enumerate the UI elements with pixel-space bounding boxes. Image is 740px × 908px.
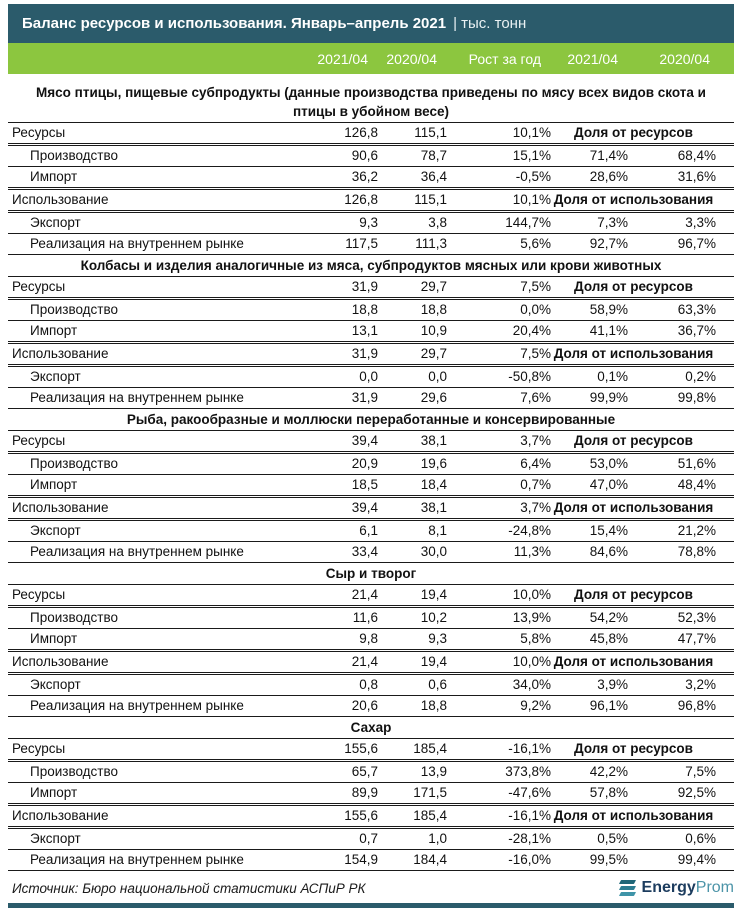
value-cell: 3,8 bbox=[428, 215, 447, 230]
row-cheese-domestic-sales bbox=[8, 696, 734, 717]
row-label: Реализация на внутреннем рынке bbox=[30, 698, 244, 713]
value-cell: 9,2% bbox=[520, 698, 551, 713]
row-label: Производство bbox=[30, 610, 119, 625]
row-sugar-production bbox=[8, 762, 734, 783]
value-cell: 3,7% bbox=[520, 500, 551, 515]
page-title-unit: | тыс. тонн bbox=[453, 15, 527, 32]
column-header-growth: Рост за год bbox=[468, 50, 541, 67]
value-cell: 90,6 bbox=[351, 148, 378, 163]
energyprom-icon bbox=[620, 880, 637, 896]
value-cell: 18,8 bbox=[351, 302, 378, 317]
share-cell: 0,2% bbox=[685, 369, 716, 384]
section-title-sausages: Колбасы и изделия аналогичные из мяса, субпродуктов мясных или крови животных bbox=[8, 255, 734, 277]
share-span-label: Доля от использования bbox=[553, 346, 714, 361]
value-cell: 185,4 bbox=[413, 808, 447, 823]
share-span-label: Доля от ресурсов bbox=[574, 587, 693, 602]
share-cell: 21,2% bbox=[677, 523, 716, 538]
row-label: Ресурсы bbox=[12, 125, 66, 140]
section-title-poultry: Мясо птицы, пищевые субпродукты (данные производства приведены по мясу всех видов скота и птицы в убойном весе) bbox=[8, 82, 734, 123]
share-cell: 84,6% bbox=[589, 544, 628, 559]
share-cell: 58,9% bbox=[589, 302, 628, 317]
section-title-sugar: Сахар bbox=[8, 717, 734, 739]
row-sausages-resources bbox=[8, 277, 734, 300]
value-cell: 34,0% bbox=[512, 677, 551, 692]
share-cell: 7,5% bbox=[685, 764, 716, 779]
value-cell: 20,6 bbox=[351, 698, 378, 713]
share-cell: 3,3% bbox=[685, 215, 716, 230]
value-cell: 0,8 bbox=[359, 677, 378, 692]
value-cell: 65,7 bbox=[351, 764, 378, 779]
logo-text-energy: Energy bbox=[641, 879, 696, 896]
value-cell: 0,0 bbox=[359, 369, 378, 384]
balance-table bbox=[8, 82, 734, 871]
row-label: Использование bbox=[12, 346, 109, 361]
value-cell: 10,1% bbox=[512, 192, 551, 207]
value-cell: 8,1 bbox=[428, 523, 447, 538]
value-cell: 38,1 bbox=[420, 433, 447, 448]
value-cell: 6,4% bbox=[520, 456, 551, 471]
value-cell: 373,8% bbox=[505, 764, 551, 779]
value-cell: 155,6 bbox=[344, 808, 378, 823]
share-span-label: Доля от использования bbox=[553, 808, 714, 823]
value-cell: 18,8 bbox=[420, 698, 447, 713]
share-cell: 3,2% bbox=[685, 677, 716, 692]
title-bar bbox=[8, 4, 734, 43]
row-sausages-production bbox=[8, 300, 734, 321]
value-cell: 0,0 bbox=[428, 369, 447, 384]
share-cell: 31,6% bbox=[677, 169, 716, 184]
value-cell: 39,4 bbox=[351, 433, 378, 448]
value-cell: 10,0% bbox=[512, 654, 551, 669]
value-cell: 11,3% bbox=[513, 544, 551, 559]
share-cell: 63,3% bbox=[677, 302, 716, 317]
value-cell: 19,4 bbox=[420, 587, 447, 602]
row-fish-production bbox=[8, 454, 734, 475]
value-cell: 1,0 bbox=[428, 831, 447, 846]
value-cell: -16,0% bbox=[508, 852, 551, 867]
value-cell: 5,8% bbox=[520, 631, 551, 646]
row-poultry-domestic-sales bbox=[8, 234, 734, 255]
section-title-cheese: Сыр и творог bbox=[8, 563, 734, 585]
row-label: Ресурсы bbox=[12, 433, 66, 448]
value-cell: 13,9% bbox=[512, 610, 551, 625]
value-cell: 3,7% bbox=[520, 433, 551, 448]
page-title: Баланс ресурсов и использования. Январь–апрель 2021 bbox=[22, 15, 447, 32]
row-label: Ресурсы bbox=[12, 279, 66, 294]
share-span-label: Доля от использования bbox=[553, 192, 714, 207]
value-cell: 0,0% bbox=[520, 302, 551, 317]
row-label: Экспорт bbox=[30, 215, 81, 230]
row-fish-usage bbox=[8, 498, 734, 521]
row-poultry-usage bbox=[8, 190, 734, 213]
value-cell: 5,6% bbox=[520, 236, 551, 251]
row-poultry-production bbox=[8, 146, 734, 167]
value-cell: -16,1% bbox=[508, 741, 551, 756]
share-span-label: Доля от использования bbox=[553, 500, 714, 515]
value-cell: 115,1 bbox=[414, 192, 447, 207]
value-cell: 13,9 bbox=[420, 764, 447, 779]
value-cell: 9,3 bbox=[359, 215, 378, 230]
value-cell: 31,9 bbox=[351, 346, 378, 361]
value-cell: 9,3 bbox=[428, 631, 447, 646]
value-cell: -24,8% bbox=[508, 523, 551, 538]
value-cell: 0,7 bbox=[359, 831, 378, 846]
share-cell: 53,0% bbox=[589, 456, 628, 471]
share-span-label: Доля от ресурсов bbox=[574, 741, 693, 756]
value-cell: -47,6% bbox=[508, 785, 551, 800]
row-sugar-export bbox=[8, 829, 734, 850]
row-label: Производство bbox=[30, 456, 119, 471]
value-cell: 0,6 bbox=[428, 677, 447, 692]
value-cell: 7,5% bbox=[520, 346, 551, 361]
row-label: Реализация на внутреннем рынке bbox=[30, 852, 244, 867]
share-span-label: Доля от ресурсов bbox=[574, 125, 693, 140]
column-header-share-2020: 2020/04 bbox=[659, 50, 710, 67]
row-label: Импорт bbox=[30, 785, 78, 800]
row-label: Импорт bbox=[30, 477, 78, 492]
bottom-accent-bar bbox=[8, 903, 734, 908]
value-cell: 15,1% bbox=[512, 148, 551, 163]
share-cell: 99,5% bbox=[589, 852, 628, 867]
share-cell: 99,9% bbox=[589, 390, 628, 405]
value-cell: 126,8 bbox=[344, 192, 378, 207]
value-cell: 18,8 bbox=[420, 302, 447, 317]
row-label: Импорт bbox=[30, 631, 78, 646]
value-cell: 18,5 bbox=[351, 477, 378, 492]
value-cell: 10,9 bbox=[420, 323, 447, 338]
value-cell: 13,1 bbox=[351, 323, 378, 338]
value-cell: 20,9 bbox=[351, 456, 378, 471]
row-label: Использование bbox=[12, 500, 109, 515]
footer bbox=[8, 876, 734, 900]
value-cell: -50,8% bbox=[508, 369, 551, 384]
share-cell: 52,3% bbox=[677, 610, 716, 625]
column-header-2021: 2021/04 bbox=[317, 50, 368, 67]
share-cell: 36,7% bbox=[677, 323, 716, 338]
row-label: Экспорт bbox=[30, 523, 81, 538]
value-cell: 29,7 bbox=[420, 346, 447, 361]
row-sugar-usage bbox=[8, 806, 734, 829]
share-cell: 99,8% bbox=[677, 390, 716, 405]
energyprom-logo bbox=[620, 879, 734, 897]
share-cell: 92,5% bbox=[677, 785, 716, 800]
row-label: Реализация на внутреннем рынке bbox=[30, 544, 244, 559]
share-cell: 57,8% bbox=[589, 785, 628, 800]
row-fish-import bbox=[8, 475, 734, 498]
value-cell: 9,8 bbox=[359, 631, 378, 646]
value-cell: 31,9 bbox=[351, 390, 378, 405]
value-cell: 18,4 bbox=[420, 477, 447, 492]
value-cell: 115,1 bbox=[414, 125, 447, 140]
row-sausages-export bbox=[8, 367, 734, 388]
row-cheese-usage bbox=[8, 652, 734, 675]
column-header-2020: 2020/04 bbox=[386, 50, 437, 67]
value-cell: 19,6 bbox=[420, 456, 447, 471]
row-label: Производство bbox=[30, 302, 119, 317]
share-cell: 71,4% bbox=[589, 148, 628, 163]
share-span-label: Доля от ресурсов bbox=[574, 433, 693, 448]
value-cell: 184,4 bbox=[413, 852, 447, 867]
row-cheese-resources bbox=[8, 585, 734, 608]
share-cell: 96,7% bbox=[677, 236, 716, 251]
row-label: Использование bbox=[12, 808, 109, 823]
row-label: Производство bbox=[30, 148, 119, 163]
value-cell: 20,4% bbox=[512, 323, 551, 338]
share-cell: 78,8% bbox=[677, 544, 716, 559]
row-cheese-import bbox=[8, 629, 734, 652]
value-cell: 39,4 bbox=[351, 500, 378, 515]
share-cell: 92,7% bbox=[589, 236, 628, 251]
share-cell: 7,3% bbox=[597, 215, 628, 230]
value-cell: 144,7% bbox=[505, 215, 551, 230]
row-fish-domestic-sales bbox=[8, 542, 734, 563]
value-cell: 29,7 bbox=[420, 279, 447, 294]
value-cell: 11,6 bbox=[352, 610, 378, 625]
column-header-band bbox=[8, 43, 734, 74]
value-cell: -0,5% bbox=[515, 169, 551, 184]
source-note: Источник: Бюро национальной статистики АСПиР РК bbox=[12, 880, 366, 896]
value-cell: 30,0 bbox=[420, 544, 447, 559]
value-cell: -28,1% bbox=[508, 831, 551, 846]
value-cell: 111,3 bbox=[415, 236, 447, 251]
share-cell: 47,0% bbox=[589, 477, 628, 492]
value-cell: 0,7% bbox=[520, 477, 551, 492]
row-fish-export bbox=[8, 521, 734, 542]
value-cell: 36,2 bbox=[351, 169, 378, 184]
value-cell: 89,9 bbox=[351, 785, 378, 800]
share-span-label: Доля от ресурсов bbox=[574, 279, 693, 294]
share-cell: 99,4% bbox=[677, 852, 716, 867]
value-cell: 21,4 bbox=[351, 654, 378, 669]
value-cell: 10,2 bbox=[420, 610, 447, 625]
value-cell: 117,5 bbox=[345, 236, 378, 251]
value-cell: 126,8 bbox=[344, 125, 378, 140]
row-cheese-production bbox=[8, 608, 734, 629]
row-sausages-import bbox=[8, 321, 734, 344]
value-cell: 21,4 bbox=[351, 587, 378, 602]
row-sausages-usage bbox=[8, 344, 734, 367]
section-title-fish: Рыба, ракообразные и моллюски переработанные и консервированные bbox=[8, 409, 734, 431]
value-cell: 10,0% bbox=[512, 587, 551, 602]
value-cell: 7,5% bbox=[520, 279, 551, 294]
row-label: Использование bbox=[12, 654, 109, 669]
value-cell: 6,1 bbox=[359, 523, 378, 538]
row-poultry-import bbox=[8, 167, 734, 190]
row-label: Ресурсы bbox=[12, 741, 66, 756]
value-cell: 38,1 bbox=[420, 500, 447, 515]
column-header-share-2021: 2021/04 bbox=[567, 50, 618, 67]
row-label: Импорт bbox=[30, 323, 78, 338]
row-sugar-import bbox=[8, 783, 734, 806]
share-cell: 0,6% bbox=[685, 831, 716, 846]
share-cell: 0,1% bbox=[597, 369, 628, 384]
value-cell: 29,6 bbox=[420, 390, 447, 405]
row-label: Ресурсы bbox=[12, 587, 66, 602]
share-cell: 51,6% bbox=[677, 456, 716, 471]
value-cell: 10,1% bbox=[512, 125, 551, 140]
share-cell: 41,1% bbox=[589, 323, 628, 338]
row-cheese-export bbox=[8, 675, 734, 696]
share-cell: 3,9% bbox=[597, 677, 628, 692]
share-cell: 28,6% bbox=[589, 169, 628, 184]
row-poultry-export bbox=[8, 213, 734, 234]
share-cell: 96,8% bbox=[677, 698, 716, 713]
row-label: Использование bbox=[12, 192, 109, 207]
share-span-label: Доля от использования bbox=[553, 654, 714, 669]
share-cell: 96,1% bbox=[589, 698, 628, 713]
row-poultry-resources bbox=[8, 123, 734, 146]
share-cell: 68,4% bbox=[677, 148, 716, 163]
value-cell: 7,6% bbox=[520, 390, 551, 405]
value-cell: 19,4 bbox=[420, 654, 447, 669]
share-cell: 47,7% bbox=[677, 631, 716, 646]
row-label: Реализация на внутреннем рынке bbox=[30, 390, 244, 405]
value-cell: 33,4 bbox=[351, 544, 378, 559]
row-label: Экспорт bbox=[30, 369, 81, 384]
row-label: Экспорт bbox=[30, 831, 81, 846]
share-cell: 45,8% bbox=[589, 631, 628, 646]
value-cell: 155,6 bbox=[344, 741, 378, 756]
share-cell: 54,2% bbox=[589, 610, 628, 625]
value-cell: 185,4 bbox=[413, 741, 447, 756]
share-cell: 15,4% bbox=[589, 523, 628, 538]
logo-text-prom: Prom bbox=[695, 879, 734, 896]
value-cell: 154,9 bbox=[344, 852, 378, 867]
page bbox=[8, 4, 734, 908]
row-label: Импорт bbox=[30, 169, 78, 184]
row-label: Реализация на внутреннем рынке bbox=[30, 236, 244, 251]
share-cell: 42,2% bbox=[589, 764, 628, 779]
row-fish-resources bbox=[8, 431, 734, 454]
value-cell: 171,5 bbox=[413, 785, 447, 800]
row-label: Экспорт bbox=[30, 677, 81, 692]
energyprom-wordmark bbox=[642, 879, 734, 897]
share-cell: 48,4% bbox=[677, 477, 716, 492]
value-cell: -16,1% bbox=[508, 808, 551, 823]
value-cell: 36,4 bbox=[420, 169, 447, 184]
row-label: Производство bbox=[30, 764, 119, 779]
row-sugar-resources bbox=[8, 739, 734, 762]
row-sugar-domestic-sales bbox=[8, 850, 734, 871]
value-cell: 78,7 bbox=[420, 148, 447, 163]
share-cell: 0,5% bbox=[597, 831, 628, 846]
value-cell: 31,9 bbox=[351, 279, 378, 294]
row-sausages-domestic-sales bbox=[8, 388, 734, 409]
